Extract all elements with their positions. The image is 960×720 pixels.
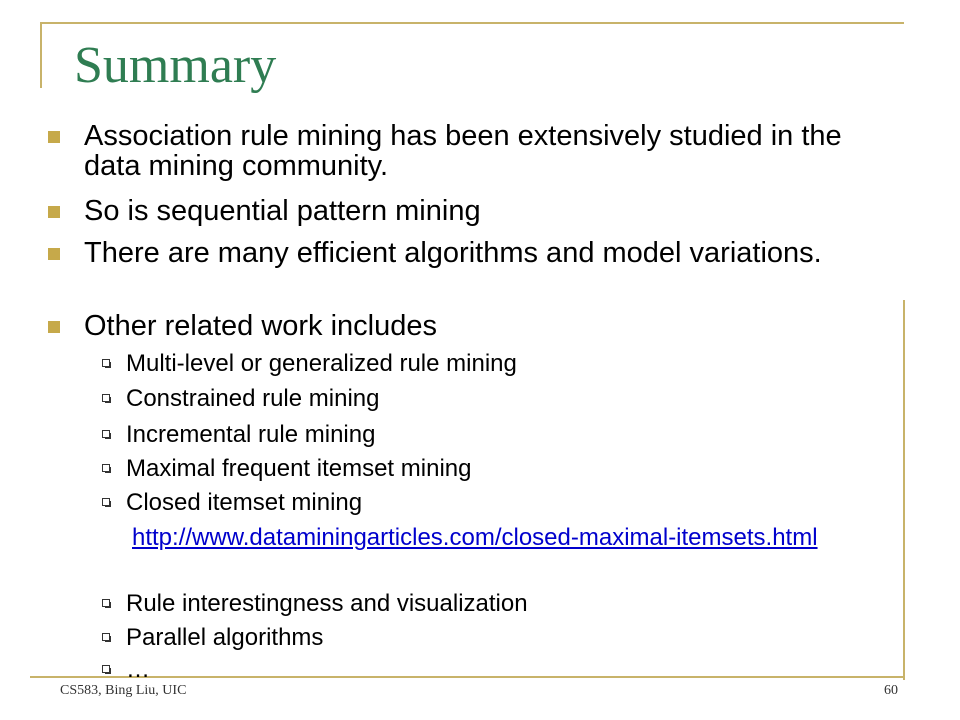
- hollow-square-bullet-icon: [102, 359, 110, 367]
- square-bullet-icon: [48, 206, 60, 218]
- sub-bullet-item: [126, 489, 866, 517]
- hollow-square-bullet-icon: [102, 665, 110, 673]
- bullet-text: Association rule mining has been extensively studied in the data mining community.: [84, 120, 842, 182]
- square-bullet-icon: [48, 131, 60, 143]
- frame-top-line: [40, 22, 904, 24]
- sub-bullet-text: Incremental rule mining: [126, 421, 376, 448]
- bullet-item: [84, 121, 874, 181]
- sub-bullet-text: Parallel algorithms: [126, 624, 324, 651]
- sub-bullet-text: Rule interestingness and visualization: [126, 590, 528, 617]
- sub-bullet-item: [126, 656, 866, 684]
- sub-bullet-item: [126, 624, 866, 652]
- bullet-text: There are many efficient algorithms and model variations.: [84, 237, 822, 269]
- bullet-item: [84, 311, 874, 341]
- square-bullet-icon: [48, 321, 60, 333]
- sub-bullet-item: [126, 350, 866, 378]
- sub-bullet-item: [126, 590, 866, 618]
- frame-right-line: [903, 300, 905, 680]
- bullet-item: [84, 238, 874, 268]
- bullet-item: [84, 196, 874, 226]
- sub-bullet-item: [126, 385, 866, 413]
- bullet-text: So is sequential pattern mining: [84, 195, 481, 227]
- sub-bullet-item: [126, 455, 866, 483]
- sub-bullet-text: Closed itemset mining: [126, 489, 363, 516]
- hollow-square-bullet-icon: [102, 394, 110, 402]
- hollow-square-bullet-icon: [102, 599, 110, 607]
- frame-left-line: [40, 22, 42, 88]
- sub-bullet-text: Maximal frequent itemset mining: [126, 455, 472, 482]
- bullet-text: Other related work includes: [84, 310, 437, 342]
- slide-number: 60: [884, 683, 898, 698]
- slide-title: Summary: [74, 37, 277, 94]
- closed-maximal-itemsets-link[interactable]: http://www.dataminingarticles.com/closed-maximal-itemsets.html: [132, 524, 818, 551]
- sub-bullet-text: …: [126, 656, 150, 683]
- hollow-square-bullet-icon: [102, 464, 110, 472]
- footer-course-label: CS583, Bing Liu, UIC: [60, 683, 187, 698]
- hollow-square-bullet-icon: [102, 498, 110, 506]
- sub-bullet-text: Multi-level or generalized rule mining: [126, 350, 517, 377]
- square-bullet-icon: [48, 248, 60, 260]
- hollow-square-bullet-icon: [102, 430, 110, 438]
- hollow-square-bullet-icon: [102, 633, 110, 641]
- sub-bullet-text: Constrained rule mining: [126, 385, 380, 412]
- sub-bullet-item: [126, 421, 866, 449]
